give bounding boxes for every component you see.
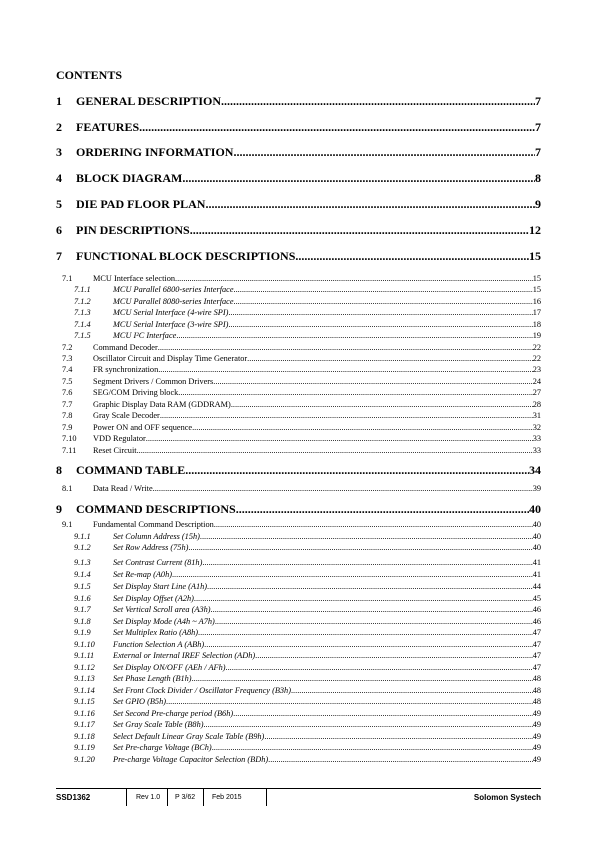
footer-divider: [167, 789, 168, 806]
footer-divider: [266, 789, 267, 806]
section-number: 7.3: [62, 354, 73, 363]
chapter-number: 5: [56, 197, 62, 211]
dot-leader: [178, 388, 532, 397]
section-title: Set Second Pre-charge period (B6h): [113, 709, 234, 718]
section-number: 9.1.8: [74, 617, 91, 626]
dot-leader: [228, 320, 532, 329]
toc-entry-9-1-13[interactable]: [62, 674, 541, 684]
section-number: 8.1: [62, 484, 73, 493]
page-number: 47: [532, 640, 541, 649]
toc-entry-7-11[interactable]: [62, 446, 541, 456]
toc-entry-9-1-8[interactable]: [62, 617, 541, 627]
section-title: Oscillator Circuit and Display Time Generator: [93, 354, 248, 363]
chapter-number: 6: [56, 223, 62, 237]
page-number: 28: [532, 400, 541, 409]
dot-leader: [198, 628, 533, 637]
section-number: 9.1.16: [74, 709, 95, 718]
dot-leader: [139, 120, 535, 135]
dot-leader: [188, 543, 532, 552]
dot-leader: [200, 532, 533, 541]
section-title: Set Multiplex Ratio (A8h): [113, 628, 199, 637]
footer-divider: [126, 789, 127, 806]
chapter-title: BLOCK DIAGRAM: [76, 171, 183, 185]
dot-leader: [158, 343, 533, 352]
footer-date: Feb 2015: [212, 794, 242, 801]
dot-leader: [233, 709, 533, 718]
page-number: 24: [532, 377, 541, 386]
toc-entry-7-3[interactable]: [62, 354, 541, 364]
section-title: Set Display Mode (A4h ~ A7h): [113, 617, 215, 626]
toc-entry-9-1-1[interactable]: [62, 532, 541, 542]
page-number: 33: [532, 434, 541, 443]
dot-leader: [137, 446, 533, 455]
section-title: MCU I²C Interface: [113, 331, 177, 340]
dot-leader: [291, 686, 533, 695]
page-number: 40: [532, 543, 541, 552]
footer-company: Solomon Systech: [473, 793, 541, 802]
toc-chapter-4[interactable]: [56, 171, 541, 185]
section-title: MCU Parallel 8080-series Interface: [113, 297, 234, 306]
section-number: 7.11: [62, 446, 77, 455]
page-number: 47: [532, 651, 541, 660]
page-number: 7: [535, 145, 541, 159]
toc-entry-9-1-2[interactable]: [62, 543, 541, 553]
section-title: Graphic Display Data RAM (GDDRAM): [93, 400, 231, 409]
page-number: 48: [532, 674, 541, 683]
dot-leader: [236, 502, 529, 517]
toc-chapter-7[interactable]: [56, 249, 541, 263]
toc-entry-9-1-7[interactable]: [62, 605, 541, 615]
toc-chapter-9[interactable]: [56, 502, 541, 516]
dot-leader: [205, 197, 535, 212]
toc-entry-9-1-3[interactable]: [62, 558, 541, 568]
page-number: 15: [532, 274, 541, 283]
section-number: 7.2: [62, 343, 73, 352]
chapter-number: 3: [56, 145, 62, 159]
toc-entry-7-5[interactable]: [62, 377, 541, 387]
dot-leader: [175, 274, 533, 283]
section-title: Set Re-map (A0h): [113, 570, 172, 579]
section-number: 7.1: [62, 274, 73, 283]
page-number: 41: [532, 570, 541, 579]
dot-leader: [213, 377, 532, 386]
dot-leader: [207, 582, 533, 591]
page-number: 27: [532, 388, 541, 397]
section-number: 9.1.3: [74, 558, 91, 567]
footer-revision: Rev 1.0: [136, 794, 161, 801]
section-title: SEG/COM Driving block: [93, 388, 179, 397]
page-number: 12: [529, 223, 541, 237]
section-title: Power ON and OFF sequence: [93, 423, 193, 432]
section-number: 9.1.10: [74, 640, 95, 649]
toc-chapter-2[interactable]: [56, 120, 541, 134]
section-number: 9.1.6: [74, 594, 91, 603]
section-title: Segment Drivers / Common Drivers: [93, 377, 214, 386]
toc-entry-7-1-3[interactable]: [62, 308, 541, 318]
dot-leader: [176, 331, 532, 340]
chapter-title: COMMAND TABLE: [76, 463, 186, 477]
chapter-number: 8: [56, 463, 62, 477]
page-number: 45: [532, 594, 541, 603]
page-number: 49: [532, 709, 541, 718]
section-number: 9.1.5: [74, 582, 91, 591]
footer-page-number: P 3/62: [175, 794, 196, 801]
section-title: Pre-charge Voltage Capacitor Selection (BDh): [113, 755, 269, 764]
page-number: 7: [535, 120, 541, 134]
section-number: 9.1: [62, 520, 73, 529]
section-number: 9.1.13: [74, 674, 95, 683]
section-title: MCU Parallel 6800-series Interface: [113, 285, 234, 294]
dot-leader: [153, 484, 533, 493]
chapter-title: DIE PAD FLOOR PLAN: [76, 197, 206, 211]
page-footer: [56, 788, 541, 809]
section-title: Set Pre-charge Voltage (BCh): [113, 743, 212, 752]
dot-leader: [192, 674, 533, 683]
section-title: MCU Serial Interface (3-wire SPI): [113, 320, 229, 329]
section-title: Set Phase Length (B1h): [113, 674, 192, 683]
dot-leader: [231, 400, 533, 409]
page-number: 40: [529, 502, 541, 516]
page-number: 48: [532, 697, 541, 706]
section-number: 7.1.5: [74, 331, 91, 340]
dot-leader: [233, 145, 535, 160]
toc-entry-9-1-10[interactable]: [62, 640, 541, 650]
page-number: 49: [532, 732, 541, 741]
toc-entry-7-9[interactable]: [62, 423, 541, 433]
section-title: Set Row Address (75h): [113, 543, 189, 552]
section-title: Set Display ON/OFF (AEh / AFh): [113, 663, 226, 672]
section-number: 9.1.2: [74, 543, 91, 552]
section-title: Function Selection A (ABh): [113, 640, 205, 649]
page-number: 18: [532, 320, 541, 329]
section-title: Set Front Clock Divider / Oscillator Frequency (B3h): [113, 686, 291, 695]
section-title: Fundamental Command Description: [93, 520, 214, 529]
section-number: 7.1.4: [74, 320, 91, 329]
dot-leader: [158, 365, 532, 374]
toc-chapter-5[interactable]: [56, 197, 541, 211]
toc-entry-9-1-15[interactable]: [62, 697, 541, 707]
section-title: External or Internal IREF Selection (ADh): [113, 651, 256, 660]
section-number: 7.1.2: [74, 297, 91, 306]
toc-entry-7-1-5[interactable]: [62, 331, 541, 341]
dot-leader: [214, 520, 533, 529]
toc-entry-7-7[interactable]: [62, 400, 541, 410]
section-title: Gray Scale Decoder: [93, 411, 160, 420]
section-title: Set Display Start Line (A1h): [113, 582, 208, 591]
toc-entry-9-1-5[interactable]: [62, 582, 541, 592]
dot-leader: [172, 570, 533, 579]
dot-leader: [211, 605, 533, 614]
page-number: 17: [532, 308, 541, 317]
dot-leader: [204, 640, 533, 649]
toc-chapter-1[interactable]: [56, 94, 541, 108]
section-title: MCU Interface selection: [93, 274, 176, 283]
section-number: 9.1.15: [74, 697, 95, 706]
toc-entry-9-1-6[interactable]: [62, 594, 541, 604]
toc-entry-7-6[interactable]: [62, 388, 541, 398]
section-number: 9.1.1: [74, 532, 91, 541]
page-number: 22: [532, 354, 541, 363]
section-number: 9.1.12: [74, 663, 95, 672]
section-number: 9.1.4: [74, 570, 91, 579]
page-number: 49: [532, 755, 541, 764]
page-number: 49: [532, 743, 541, 752]
toc-entry-7-1-2[interactable]: [62, 297, 541, 307]
page-number: 8: [535, 171, 541, 185]
section-title: Select Default Linear Gray Scale Table (B9h): [113, 732, 265, 741]
section-number: 7.4: [62, 365, 73, 374]
toc-entry-9-1-20[interactable]: [62, 755, 541, 765]
section-title: Set GPIO (B5h): [113, 697, 166, 706]
section-number: 7.8: [62, 411, 73, 420]
chapter-number: 7: [56, 249, 62, 263]
footer-document-id: SSD1362: [56, 793, 91, 802]
page-number: 39: [532, 484, 541, 493]
page-number: 47: [532, 663, 541, 672]
dot-leader: [221, 94, 535, 109]
page-number: 46: [532, 605, 541, 614]
dot-leader: [255, 651, 533, 660]
toc-entry-7-4[interactable]: [62, 365, 541, 375]
footer-divider: [203, 789, 204, 806]
section-title: Set Vertical Scroll area (A3h): [113, 605, 211, 614]
section-title: Set Gray Scale Table (B8h): [113, 720, 204, 729]
toc-entry-9-1-18[interactable]: [62, 732, 541, 742]
dot-leader: [247, 354, 533, 363]
section-title: Set Column Address (15h): [113, 532, 200, 541]
page-number: 46: [532, 617, 541, 626]
section-number: 9.1.17: [74, 720, 95, 729]
page-number: 19: [532, 331, 541, 340]
dot-leader: [268, 755, 533, 764]
toc-entry-9-1-16[interactable]: [62, 709, 541, 719]
section-number: 7.1.1: [74, 285, 91, 294]
page-number: 16: [532, 297, 541, 306]
dot-leader: [215, 617, 533, 626]
page-number: 33: [532, 446, 541, 455]
dot-leader: [202, 558, 532, 567]
chapter-number: 4: [56, 171, 62, 185]
page-number: 41: [532, 558, 541, 567]
section-number: 7.10: [62, 434, 77, 443]
dot-leader: [295, 249, 529, 264]
section-number: 9.1.9: [74, 628, 91, 637]
section-title: Command Decoder: [93, 343, 158, 352]
chapter-title: FEATURES: [76, 120, 140, 134]
dot-leader: [160, 411, 533, 420]
toc-entry-9-1-14[interactable]: [62, 686, 541, 696]
page-number: 7: [535, 94, 541, 108]
page-number: 44: [532, 582, 541, 591]
toc-entry-7-1[interactable]: [62, 274, 541, 284]
page-number: 31: [532, 411, 541, 420]
toc-chapter-3[interactable]: [56, 145, 541, 159]
dot-leader: [185, 463, 529, 478]
toc-entry-7-1-4[interactable]: [62, 320, 541, 330]
section-title: MCU Serial Interface (4-wire SPI): [113, 308, 229, 317]
toc-entry-9-1-11[interactable]: [62, 651, 541, 661]
section-title: Set Display Offset (A2h): [113, 594, 194, 603]
dot-leader: [226, 663, 533, 672]
page-number: 40: [532, 532, 541, 541]
toc-chapter-6[interactable]: [56, 223, 541, 237]
dot-leader: [234, 285, 533, 294]
section-title: FR synchronization: [93, 365, 159, 374]
dot-leader: [192, 423, 533, 432]
dot-leader: [234, 297, 533, 306]
section-number: 7.9: [62, 423, 73, 432]
section-number: 9.1.18: [74, 732, 95, 741]
section-number: 7.1.3: [74, 308, 91, 317]
section-number: 9.1.11: [74, 651, 95, 660]
dot-leader: [190, 223, 529, 238]
toc-entry-7-10[interactable]: [62, 434, 541, 444]
dot-leader: [166, 697, 533, 706]
chapter-title: FUNCTIONAL BLOCK DESCRIPTIONS: [76, 249, 296, 263]
chapter-title: COMMAND DESCRIPTIONS: [76, 502, 236, 516]
chapter-number: 1: [56, 94, 62, 108]
toc-entry-7-8[interactable]: [62, 411, 541, 421]
section-title: Reset Circuit: [93, 446, 137, 455]
page-number: 15: [529, 249, 541, 263]
page-number: 9: [535, 197, 541, 211]
toc-entry-7-1-1[interactable]: [62, 285, 541, 295]
section-number: 9.1.20: [74, 755, 95, 764]
page-number: 49: [532, 720, 541, 729]
section-number: 9.1.7: [74, 605, 91, 614]
dot-leader: [182, 171, 535, 186]
section-title: VDD Regulator: [93, 434, 146, 443]
contents-title: CONTENTS: [56, 68, 123, 82]
chapter-title: PIN DESCRIPTIONS: [76, 223, 190, 237]
toc-entry-7-2[interactable]: [62, 343, 541, 353]
dot-leader: [203, 720, 532, 729]
toc-entry-9-1-17[interactable]: [62, 720, 541, 730]
page-number: 40: [532, 520, 541, 529]
chapter-title: ORDERING INFORMATION: [76, 145, 234, 159]
dot-leader: [146, 434, 533, 443]
toc-entry-9-1-12[interactable]: [62, 663, 541, 673]
section-number: 7.7: [62, 400, 73, 409]
page-number: 48: [532, 686, 541, 695]
page-number: 22: [532, 343, 541, 352]
dot-leader: [194, 594, 533, 603]
dot-leader: [228, 308, 532, 317]
section-title: Set Contrast Current (81h): [113, 558, 203, 567]
section-number: 9.1.14: [74, 686, 95, 695]
toc-entry-9-1[interactable]: [62, 520, 541, 530]
page-number: 15: [532, 285, 541, 294]
chapter-number: 9: [56, 502, 62, 516]
toc-chapter-8[interactable]: [56, 463, 541, 477]
section-number: 7.6: [62, 388, 73, 397]
page-number: 23: [532, 365, 541, 374]
toc-entry-9-1-9[interactable]: [62, 628, 541, 638]
toc-entry-9-1-4[interactable]: [62, 570, 541, 580]
dot-leader: [212, 743, 533, 752]
section-title: Data Read / Write: [93, 484, 153, 493]
toc-entry-8-1[interactable]: [62, 484, 541, 494]
page-number: 32: [532, 423, 541, 432]
page-number: 34: [529, 463, 541, 477]
chapter-title: GENERAL DESCRIPTION: [76, 94, 222, 108]
section-number: 7.5: [62, 377, 73, 386]
dot-leader: [264, 732, 532, 741]
section-number: 9.1.19: [74, 743, 95, 752]
page-number: 47: [532, 628, 541, 637]
toc-entry-9-1-19[interactable]: [62, 743, 541, 753]
chapter-number: 2: [56, 120, 62, 134]
